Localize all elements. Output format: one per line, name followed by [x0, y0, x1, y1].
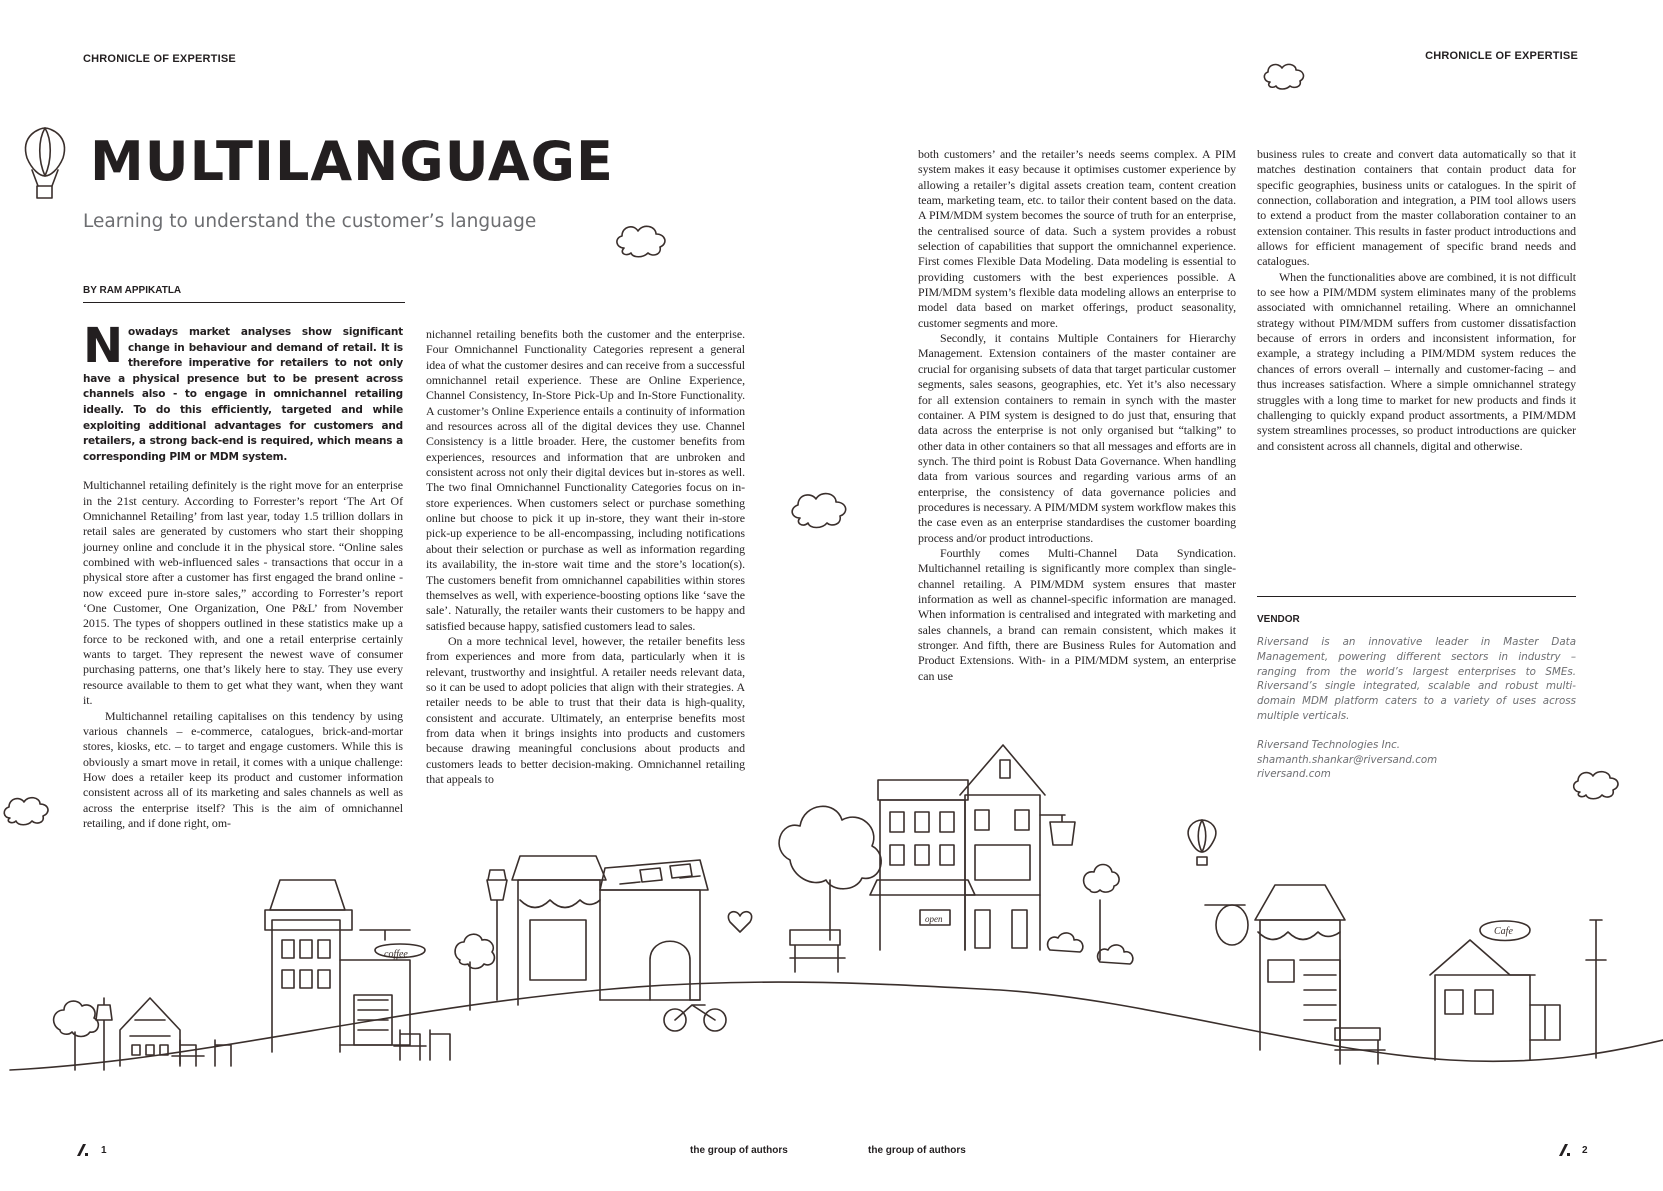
- paragraph: both customers’ and the retailer’s needs seems complex. A PIM system makes it easy because it optimises customer experience by allowing a retailer’s digital assets creation team, content creation team, marketing team, etc. to tailor their content based on the data. A PIM/MDM system becomes the source of truth for an enterprise, the centralised source of data. Such a system provides a robust selection of capabilities that support the omnichannel experience. First comes Flexible Data Modeling. Data modeling is essential to providing customers with the best experiences possible. A PIM/MDM system’s flexible data modeling allows an enterprise to model data based on market offerings, product seasonality, customer segments and more.: [918, 147, 1236, 330]
- paragraph: Multichannel retailing capitalises on this tendency by using various channels – e-commerce, catalogues, brick-and-mortar stores, kiosks, etc. – to target and engage customers. While this is obviously a smart move in retail, it comes with a unique challenge: How does a retailer keep its product and customer information consistent across all of its marketing and sales channels as well as across the enterprise itself? This is the aim of omnichannel retailing, and if done right, om-: [83, 708, 403, 830]
- column-2: [426, 327, 745, 787]
- body-text-col1: [83, 478, 403, 831]
- cloud-icon: [792, 494, 846, 528]
- lead-text: owadays market analyses show significant change in behaviour and demand of retail. It is therefore imperative for retailers to not only have a physical presence but to be present across channels also - to engage in omnichannel retailing ideally. To do this efficiently, targeted and while exploiting additional advantages for customers and retailers, a strong back-end is required, which means a corresponding PIM or MDM system.: [83, 326, 403, 463]
- vendor-heading: VENDOR: [1257, 614, 1300, 625]
- vendor-website[interactable]: riversand.com: [1257, 768, 1331, 781]
- column-4: [1257, 147, 1576, 454]
- paragraph: nichannel retailing benefits both the customer and the enterprise. Four Omnichannel Functionality Categories represent a general idea of what the customer desires and can receive from a successful omnichannel retail experience. These are Online Experience, Channel Consistency, In-Store Pick-Up and In-Store Functionality. A customer’s Online Experience entails a continuity of information and resources across all of the digital devices they use. Channel Consistency is a little broader. Here, the customer benefits from experiences, resources and information that are unbroken and consistent across not only their digital devices but in-stores as well. The two final Omnichannel Functionality Categories focus on in-store experiences. When customers select or purchase something online but choose to pick it up in-store, they want their in-store pick-up experience to be all-encompassing, including notifications about their selection or purchase as well as information regarding its availability, the in-store wait time and the store’s location(s). The customers benefit from omnichannel capabilities within stores themselves as well, with experience-boosting options like ‘save the sale’. Naturally, the retailer wants their customers to be happy and satisfied because happy, satisfied customers lead to sales.: [426, 327, 745, 633]
- vendor-rule: [1257, 596, 1576, 597]
- paragraph: business rules to create and convert data automatically so that it matches destination containers that contain product data for specific geographies, business units or catalogues. In the spirit of connection, collaboration and integration, a PIM tool allows users to extend a product from the master collaboration container to an extension container. This results in faster product introductions and allows for efficient management of specific brand needs and catalogues.: [1257, 147, 1576, 269]
- vendor-email[interactable]: shamanth.shankar@riversand.com: [1257, 753, 1438, 766]
- lead-paragraph: [83, 318, 403, 465]
- page-marker-left: [76, 1143, 88, 1162]
- running-header-right: CHRONICLE OF EXPERTISE: [1425, 50, 1578, 62]
- running-header-left: CHRONICLE OF EXPERTISE: [83, 53, 236, 65]
- coffee-sign-text: coffee: [384, 949, 408, 960]
- small-balloon-icon: [1188, 820, 1216, 865]
- paragraph: When the functionalities above are combined, it is not difficult to see how a PIM/MDM system eliminates many of the problems associated with omnichannel retailing. Where an omnichannel strategy without PIM/MDM suffers from customer dissatisfaction because of errors in orders and inconsistent information, for example, a strategy including a PIM/MDM system reduces the chances of errors overall – internally and customer-facing – and thus increases satisfaction. Where a simple omnichannel strategy struggles with a long time to market for new products and finds it challenging to quickly expand product assortments, a PIM/MDM system streamlines processes, so product introductions are quicker and consistent across all channels, digital and otherwise.: [1257, 269, 1576, 453]
- slash-logo-icon: [76, 1143, 88, 1157]
- cloud-icon: [1574, 772, 1618, 799]
- column-1: [83, 318, 403, 831]
- vendor-company: Riversand Technologies Inc.: [1257, 738, 1401, 751]
- cloud-icon: [4, 798, 48, 825]
- byline-rule: [83, 302, 405, 303]
- vendor-description: Riversand is an innovative leader in Master Data Management, powering different sectors in industry – ranging from the world’s largest enterprises to SMEs. Riversand’s single integrated, scalable and robust multi-domain MDM platform caters to a variety of uses across multiple verticals.: [1257, 636, 1576, 722]
- paragraph: On a more technical level, however, the retailer benefits less from experiences and more from data, particularly when it is relevant, trustworthy and insightful. A retailer needs relevant data, so it can be used to adopt policies that align with their strategies. A retailer needs to be able to trust that their data is high-quality, consistent and accurate. Ultimately, an enterprise benefits most from data when it brings insights into products and customers because drawing meaningful conclusions about products and customers leads to better decision-making. Omnichannel retailing that appeals to: [426, 633, 745, 786]
- article-title: MULTILANGUAGE: [90, 130, 614, 193]
- cafe-sign-text: Cafe: [1494, 926, 1513, 937]
- paragraph: Secondly, it contains Multiple Containers for Hierarchy Management. Extension containers of the master container are crucial for organising subsets of data that target particular customer segments, sales seasons, geographies, etc. Yet it’s also necessary for all extension containers to remain in synch with the master container. A PIM system is designed to do just that, ensuring that data across the enterprise is not only organised but “talking” to other data in other containers so that all messages and efforts are in synch. The third point is Robust Data Governance. When handling data from various sources and regarding various arms of an enterprise, the consistency of data governance policies and procedures is necessary. A PIM/MDM system workflow makes this the case even as an enterprise standardises the customer boarding process and/or product introductions.: [918, 331, 1236, 545]
- drop-cap: N: [83, 318, 123, 374]
- page-marker-right: [1558, 1143, 1570, 1162]
- hot-air-balloon-icon: [26, 128, 65, 198]
- footer-credit-left: the group of authors: [690, 1145, 788, 1156]
- footer-credit-right: the group of authors: [868, 1145, 966, 1156]
- cloud-icon: [1264, 64, 1303, 89]
- page-number-right: 2: [1582, 1145, 1588, 1156]
- cloud-icon: [617, 226, 665, 256]
- page-number-left: 1: [101, 1145, 107, 1156]
- vendor-box: [1257, 635, 1576, 782]
- column-3: [918, 147, 1236, 684]
- slash-logo-icon: [1558, 1143, 1570, 1157]
- open-sign-text: open: [925, 914, 943, 924]
- paragraph: Fourthly comes Multi-Channel Data Syndication. Multichannel retailing is significantly more complex than single-channel retailing. A PIM/MDM system ensures that master information as well as channel-specific information are managed. When information is centralised and integrated with marketing and sales channels, a brand can remain consistent, which makes it stronger. And fifth, there are Business Rules for Automation and Product Extensions. With- in a PIM/MDM system, an enterprise can use: [918, 545, 1236, 683]
- ground-line: [10, 982, 1663, 1070]
- byline: BY RAM APPIKATLA: [83, 285, 182, 296]
- paragraph: Multichannel retailing definitely is the right move for an enterprise in the 21st century. According to Forrester’s report ‘The Art Of Omnichannel Retailing’ from last year, today 1.5 trillion dollars in retail sales are generated by customers who start their shopping journey online and conclude it in the physical store. “Online sales combined with web-influenced sales - transactions that occur in a physical store after a customer has first engaged the brand online - now exceed pure in-store sales,” according to Forrester’s report ‘One Customer, One Organization, One P&L’ from November 2015. The types of shoppers outlined in these statistics make up a force to be reckoned with, and one a retail enterprise certainly wants to target. They represent the newest wave of consumer purchasing patterns, one that’s likely here to stay. They use every resource available to them to get what they want, when they want it.: [83, 478, 403, 708]
- article-subtitle: Learning to understand the customer’s language: [83, 211, 537, 232]
